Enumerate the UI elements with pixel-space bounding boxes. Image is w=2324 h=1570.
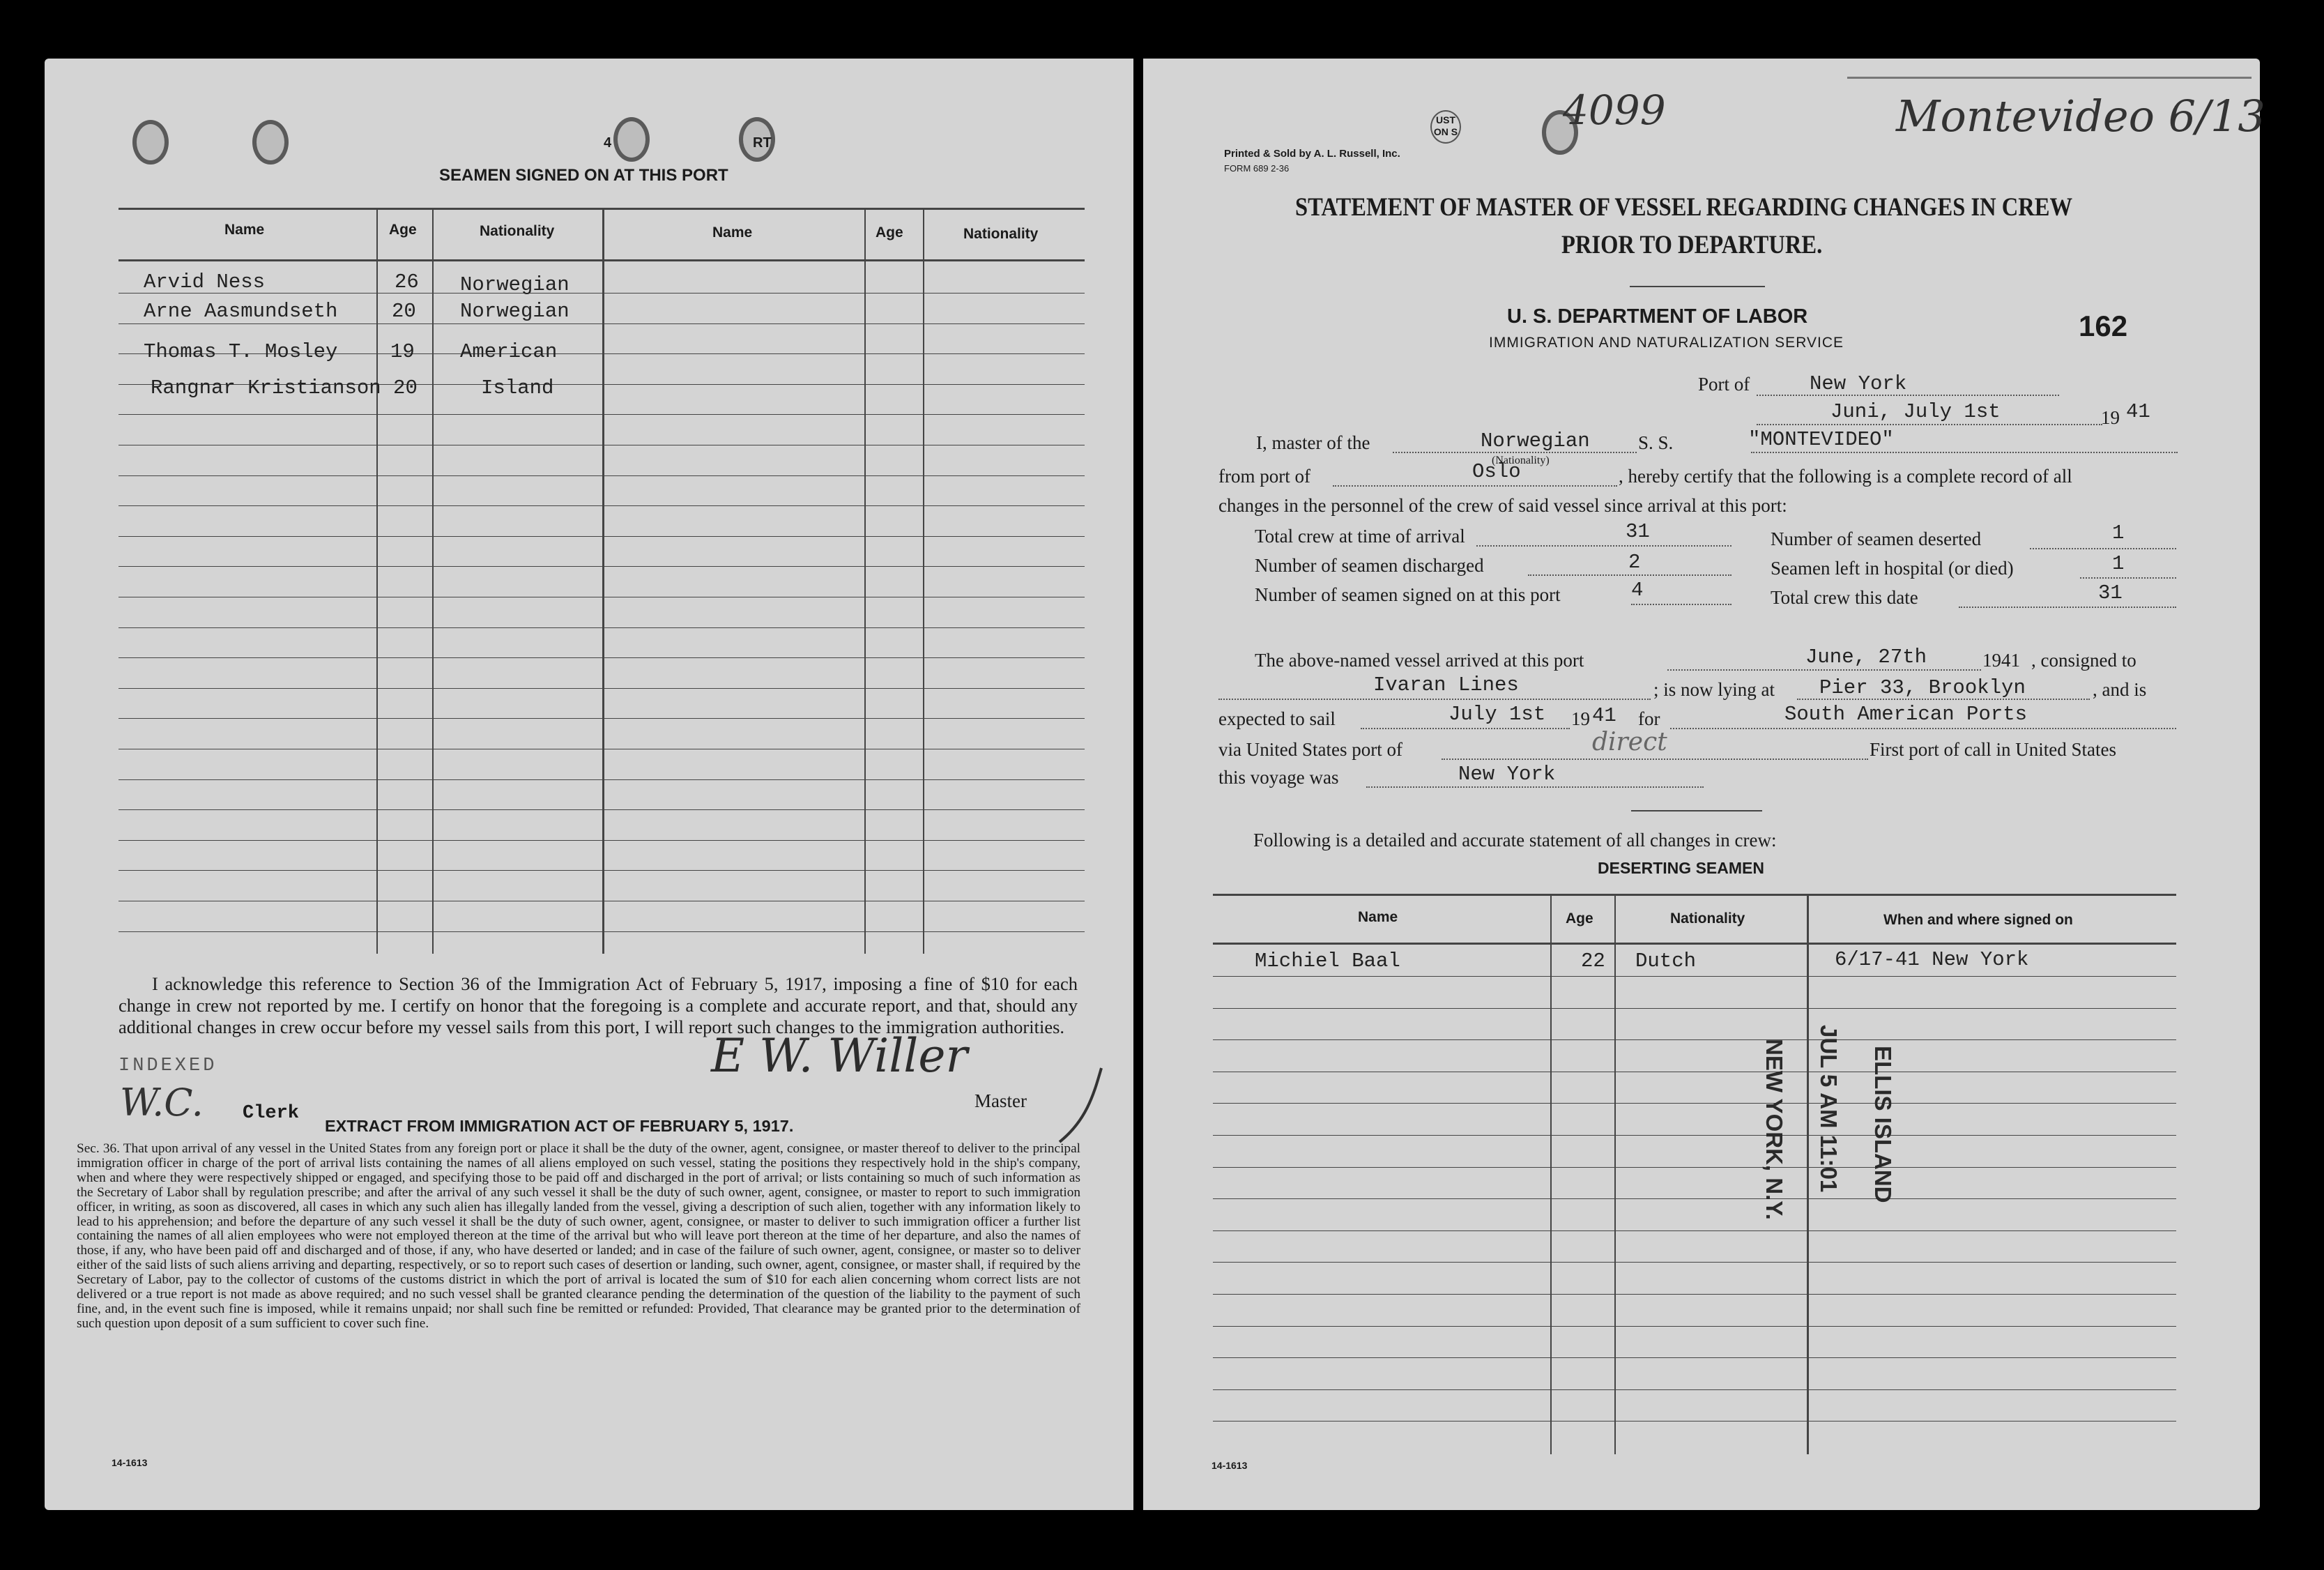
table-row-rule <box>1213 1357 2176 1358</box>
master-signature: E W. Willer <box>711 1029 968 1083</box>
table-row-rule <box>1213 976 2176 977</box>
clerk-initials: W.C. <box>120 1081 204 1125</box>
deserting-title: DESERTING SEAMEN <box>1598 859 1764 877</box>
divider <box>1630 286 1765 287</box>
table-row-rule <box>1213 1421 2176 1422</box>
sail-year-prefix: 19 <box>1571 708 1590 729</box>
seaman-name: Arvid Ness <box>144 270 266 294</box>
table-row-rule <box>1213 1326 2176 1327</box>
indexed-stamp: INDEXED <box>119 1055 217 1076</box>
signature-flourish <box>1032 1064 1108 1148</box>
stat-value: 31 <box>2098 581 2123 604</box>
table-rule <box>119 208 1085 210</box>
stamp-top: UST <box>1436 114 1455 125</box>
stat-label: Number of seamen signed on at this port <box>1255 584 1561 605</box>
nationality-value: Norwegian <box>1481 429 1590 452</box>
consignee-value: Ivaran Lines <box>1373 673 1519 696</box>
binder-hole <box>252 120 289 165</box>
via-label: via United States port of <box>1218 739 1402 760</box>
col-header-nationality: Nationality <box>480 223 555 239</box>
table-rule <box>1213 943 2176 945</box>
consigned-label: , consigned to <box>2031 650 2136 671</box>
nationality-caption: (Nationality) <box>1492 455 1550 466</box>
table-row-rule <box>1213 1103 2176 1104</box>
fill-line <box>1670 728 2176 729</box>
stat-label: Number of seamen discharged <box>1255 555 1484 576</box>
col-header-nationality: Nationality <box>963 226 1039 242</box>
certify-text: , hereby certify that the following is a complete record of all <box>1619 466 2072 487</box>
fill-line <box>1333 485 1617 487</box>
table-row-rule <box>119 779 1085 780</box>
and-is-label: , and is <box>2093 679 2147 700</box>
col-header-age: Age <box>1566 910 1593 927</box>
date-value: Juni, July 1st <box>1830 400 2001 423</box>
fill-line <box>1959 607 2176 608</box>
table-row-rule <box>119 688 1085 689</box>
extract-title: EXTRACT FROM IMMIGRATION ACT OF FEBRUARY 5, 1917. <box>325 1117 794 1135</box>
table-row-rule <box>119 505 1085 506</box>
column-divider <box>602 208 604 954</box>
table-row-rule <box>1213 1262 2176 1263</box>
fill-line <box>1218 699 1651 700</box>
customs-stamp <box>1430 110 1461 144</box>
table-row-rule <box>119 809 1085 810</box>
printer-form-line: FORM 689 2-36 <box>1224 163 1290 174</box>
port-of-value: New York <box>1810 372 1907 395</box>
table-row-rule <box>1213 1198 2176 1199</box>
table-row-rule <box>119 840 1085 841</box>
seaman-nationality: Island <box>481 376 554 399</box>
sail-date: July 1st <box>1448 703 1546 726</box>
fill-line <box>1667 669 1981 671</box>
stat-label: Total crew this date <box>1771 587 1918 608</box>
fill-line <box>2030 548 2176 549</box>
col-header-signed-on: When and where signed on <box>1883 912 2073 928</box>
col-header-nationality: Nationality <box>1670 910 1745 927</box>
stat-value: 31 <box>1626 520 1650 543</box>
seaman-nationality: American <box>460 340 558 363</box>
fill-line <box>1528 574 1731 576</box>
clerk-label: Clerk <box>243 1103 300 1124</box>
changes-text: changes in the personnel of the crew of said vessel since arrival at this port: <box>1218 495 1787 516</box>
handwritten-ship: Montevideo 6/13 <box>1896 91 2265 142</box>
table-row-rule <box>1213 1008 2176 1009</box>
department: U. S. DEPARTMENT OF LABOR <box>1507 305 1808 328</box>
year-suffix: 41 <box>2126 400 2150 423</box>
seaman-age: 20 <box>392 300 416 323</box>
for-label: for <box>1638 708 1660 729</box>
form-title-line2: PRIOR TO DEPARTURE. <box>1561 231 1823 259</box>
table-row-rule <box>1213 1135 2176 1136</box>
column-divider <box>864 208 866 954</box>
printer-line: Printed & Sold by A. L. Russell, Inc. <box>1224 148 1400 160</box>
seaman-nationality: Norwegian <box>460 300 569 323</box>
table-row-rule <box>1213 1039 2176 1040</box>
master-label: Master <box>974 1090 1027 1111</box>
table-row-rule <box>119 414 1085 415</box>
stat-label: Number of seamen deserted <box>1771 528 1982 549</box>
arrived-label: The above-named vessel arrived at this port <box>1255 650 1584 671</box>
form-number: 14-1613 <box>112 1457 148 1468</box>
extract-text: Sec. 36. That upon arrival of any vessel in the United States from any foreign port or place it shall be the duty of the owner, agent, consignee, or master thereof to deliver to the principal immigration officer in charge of the port of arrival lists containing the names of all aliens employed on such vessel, stating the positions they respectively hold in the ship's company, when and where they were respectively shipped or engaged, and specifying those to be paid off and discharged in the port of arrival; or lists containing so much of such information as the Secretary of Labor shall by regulation prescribe; and after the arrival of any such vessel it shall be the duty of such owner, agent, consignee, or master to report to such immigration officer, in writing, as soon as discovered, all cases in which any such alien has illegally landed from the vessel, giving a description of such alien, together with any information likely to lead to his apprehension; and before the departure of any such vessel it shall be the duty of such owner, agent, consignee, or master to deliver to such immigration officer a further list containing the names of all alien employees who were not employed thereon at the time of the arrival but who will leave port thereon at the time of her departure, and also the names of those, if any, who have been paid off and discharged and of those, if any, who have deserted or landed; and in case of the failure of such owner, agent, consignee, or master so to deliver either of the said lists of such aliens arriving and departing, respectively, or so to report such cases of desertion or landing, such owner, agent, consignee, or master shall, if required by the Secretary of Labor, pay to the collector of customs of the customs district in which the port of arrival is located the sum of $10 for each alien concerning whom correct lists are not delivered or a true report is not made as above required; and no such vessel shall be granted clearance pending the determination of the question of the liability to the payment of such fine, and, in the event such fine is imposed, while it remains unpaid; nor shall such fine be remitted or refunded: Provided, That clearance may be granted prior to the determination of such question upon deposit of a sum sufficient to cover such fine. <box>77 1141 1080 1331</box>
stamp-line: JUL 5 AM 11:01 <box>1816 1025 1842 1193</box>
col-header-name: Name <box>224 222 265 238</box>
arrived-year: 1941 <box>1982 650 2020 671</box>
deserter-age: 22 <box>1581 950 1605 973</box>
table-rule <box>1213 894 2176 896</box>
year-prefix: 19 <box>2101 407 2120 428</box>
seaman-name: Arne Aasmundseth <box>144 300 338 323</box>
voyage-value: New York <box>1458 763 1556 786</box>
table-row-rule <box>119 870 1085 871</box>
fill-line <box>1757 424 2102 425</box>
service: IMMIGRATION AND NATURALIZATION SERVICE <box>1489 335 1844 351</box>
first-port-label: First port of call in United States <box>1870 739 2116 760</box>
handwritten-number: 4099 <box>1563 86 1666 134</box>
master-of-label: I, master of the <box>1256 432 1370 453</box>
lying-label: ; is now lying at <box>1653 679 1775 700</box>
column-divider <box>923 208 924 954</box>
fill-line <box>1442 759 1868 760</box>
column-divider <box>376 208 378 954</box>
col-header-name: Name <box>712 224 753 241</box>
table-row-rule <box>119 475 1085 476</box>
seaman-age: 19 <box>390 340 415 363</box>
table-row-rule <box>1213 1294 2176 1295</box>
divider <box>1631 810 1762 811</box>
column-divider <box>432 208 434 954</box>
binder-hole <box>132 120 169 165</box>
header-stamp-text: 4 <box>604 135 612 151</box>
table-row-rule <box>119 931 1085 932</box>
fill-line <box>1366 786 1704 788</box>
deserter-name: Michiel Baal <box>1255 950 1400 973</box>
fill-line <box>1361 728 1570 729</box>
arrived-value: June, 27th <box>1805 646 1927 669</box>
from-port-label: from port of <box>1218 466 1310 487</box>
from-port-value: Oslo <box>1472 460 1521 483</box>
col-header-name: Name <box>1358 909 1398 925</box>
stat-value: 2 <box>1628 551 1641 574</box>
via-value: direct <box>1592 728 1667 756</box>
ellis-island-stamp <box>1747 1025 1910 1220</box>
deserter-nationality: Dutch <box>1635 950 1697 973</box>
col-header-age: Age <box>876 224 903 241</box>
left-title: SEAMEN SIGNED ON AT THIS PORT <box>439 166 728 185</box>
stat-value: 1 <box>2112 521 2125 544</box>
fill-line <box>1476 545 1731 547</box>
acknowledgement-text: I acknowledge this reference to Section 36 of the Immigration Act of February 5, 1917, imposing a fine of $10 for each change in crew not reported by me. I certify on honor that the foregoing is a complete and accurate report, and that, should any additional changes in crew occur before my vessel sails from this port, I will report such changes to the immigration authorities. <box>119 973 1078 1037</box>
stamp-bottom: ON S <box>1433 126 1458 137</box>
ss-label: S. S. <box>1638 432 1674 453</box>
stat-label: Total crew at time of arrival <box>1255 526 1465 547</box>
deserter-signed-on: 6/17-41 New York <box>1835 948 2029 971</box>
fill-line <box>1757 395 2059 396</box>
expected-label: expected to sail <box>1218 708 1336 729</box>
header-text-right: RT <box>753 135 772 151</box>
table-row-rule <box>1213 1230 2176 1231</box>
table-rule <box>119 259 1085 261</box>
table-row-rule <box>119 323 1085 324</box>
page-edge <box>1847 77 2252 79</box>
vessel-name: "MONTEVIDEO" <box>1748 428 1894 451</box>
column-divider <box>1614 894 1616 1454</box>
table-row-rule <box>119 627 1085 628</box>
destination: South American Ports <box>1784 703 2028 726</box>
form-no: 162 <box>2079 310 2128 342</box>
table-row-rule <box>119 657 1085 658</box>
stat-value: 1 <box>2112 552 2125 575</box>
column-divider <box>1550 894 1552 1454</box>
stamp-line: NEW YORK, N.Y. <box>1761 1039 1787 1220</box>
table-row-rule <box>1213 1389 2176 1390</box>
stat-label: Seamen left in hospital (or died) <box>1771 558 2014 579</box>
form-number: 14-1613 <box>1211 1460 1248 1471</box>
binder-hole <box>613 117 650 162</box>
seaman-nationality: Norwegian <box>460 273 569 296</box>
table-row-rule <box>119 566 1085 567</box>
seaman-name: Rangnar Kristianson 20 <box>151 376 418 399</box>
table-row-rule <box>119 536 1085 537</box>
fill-line <box>2080 577 2176 579</box>
fill-line <box>1631 604 1731 605</box>
port-of-label: Port of <box>1698 374 1750 395</box>
voyage-label: this voyage was <box>1218 767 1339 788</box>
following-text: Following is a detailed and accurate statement of all changes in crew: <box>1253 830 1777 851</box>
table-row-rule <box>119 718 1085 719</box>
table-row-rule <box>1213 1167 2176 1168</box>
lying-value: Pier 33, Brooklyn <box>1819 676 2026 699</box>
sail-year-suffix: 41 <box>1592 704 1616 727</box>
seaman-name: Thomas T. Mosley <box>144 340 338 363</box>
seaman-age: 26 <box>395 270 419 294</box>
stamp-line: ELLIS ISLAND <box>1870 1046 1896 1203</box>
form-title-line1: STATEMENT OF MASTER OF VESSEL REGARDING CHANGES IN CREW <box>1295 193 2073 222</box>
col-header-age: Age <box>389 222 417 238</box>
fill-line <box>1751 452 2178 453</box>
stat-value: 4 <box>1631 579 1644 602</box>
